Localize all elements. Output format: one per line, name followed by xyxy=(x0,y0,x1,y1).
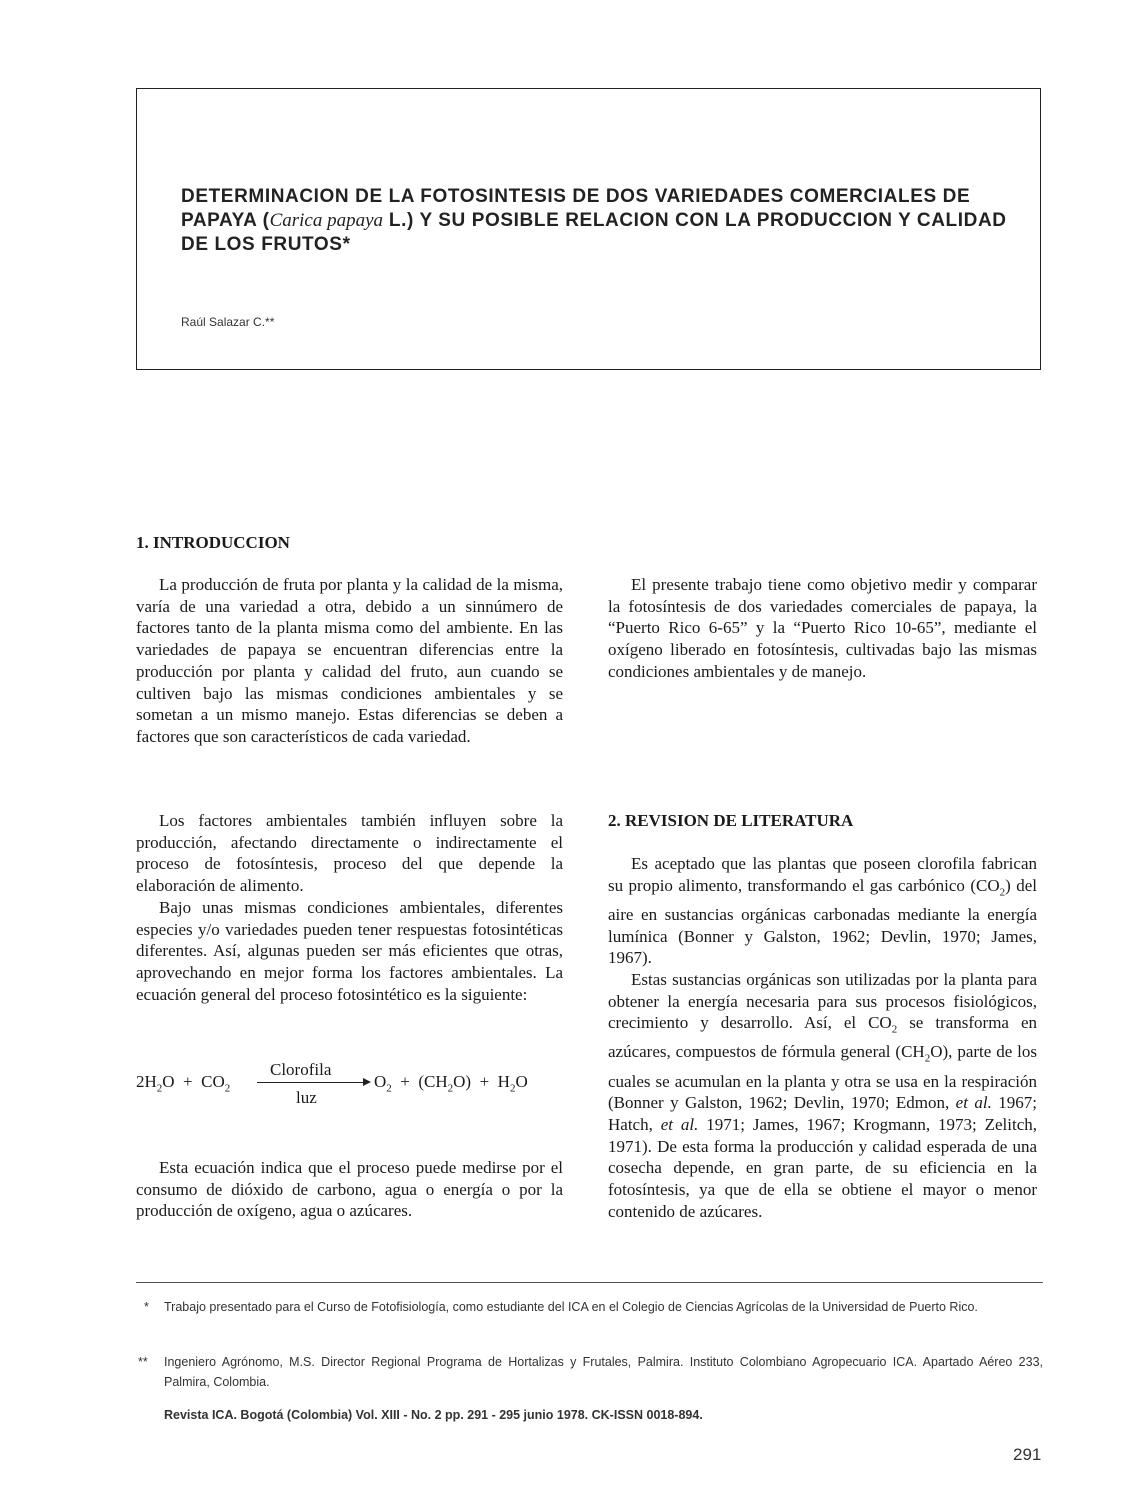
reaction-arrow-icon xyxy=(257,1082,367,1083)
equation-reactants xyxy=(136,1072,230,1094)
footnote-1 xyxy=(144,1297,1043,1317)
footnote-text: Ingeniero Agrónomo, M.S. Director Regional Programa de Hortalizas y Frutales, Palmira. Instituto Colombiano Agropecuario ICA. Apartado Aéreo 233, Palmira, Colombia. xyxy=(164,1355,1043,1389)
title-text: L.) Y SU POSIBLE RELACION CON LA PRODUCCION Y CALIDAD DE LOS FRUTOS* xyxy=(181,210,1007,255)
paragraph: Esta ecuación indica que el proceso puede medirse por el consumo de dióxido de carbono, agua o energía o por la producción de oxígeno, agua o azúcares. xyxy=(136,1158,563,1221)
species-name: Carica papaya xyxy=(269,210,384,231)
text: se transforma en azúcares, compuestos de fórmula general (CH xyxy=(608,1013,1037,1062)
footnote-divider xyxy=(136,1282,1043,1283)
paragraph: El presente trabajo tiene como objetivo medir y comparar la fotosíntesis de dos variedades comerciales de papaya, la “Puerto Rico 6-65” y la “Puerto Rico 10-65”, mediante el oxígeno liberado en fotosíntesis, cultivadas bajo las mismas condiciones ambientales y de manejo. xyxy=(608,575,1037,681)
footnote-mark: * xyxy=(144,1300,149,1314)
text: Estas sustancias orgánicas son utilizadas por la planta para obtener la energía necesaria para sus procesos fisiológicos, crecimiento y desarrollo. Así, el CO xyxy=(608,969,1037,1033)
section-heading-revision: 2. REVISION DE LITERATURA xyxy=(608,811,854,830)
author: Raúl Salazar C.** xyxy=(181,315,275,329)
section-heading-introduccion: 1. INTRODUCCION xyxy=(136,533,290,552)
paragraph: Bajo unas mismas condiciones ambientales, diferentes especies y/o variedades pueden tener respuestas fotosintéticas diferentes. Así, algunas pueden ser más eficientes que otras, aprovechando en mejor forma los factores ambientales. La ecuación general del proceso fotosintético es la siguiente: xyxy=(136,897,563,1004)
eq-sub: 2 xyxy=(156,1082,163,1095)
eq-energy: luz xyxy=(296,1088,317,1107)
intro-paragraph-4 xyxy=(136,1157,563,1222)
intro-paragraph-2-3 xyxy=(136,810,563,1005)
paragraph xyxy=(608,853,1037,969)
text: Es aceptado que las plantas que poseen clorofila fabrican su propio alimento, transformando el gas carbónico (CO xyxy=(608,854,1037,895)
eq-catalyst: Clorofila xyxy=(270,1060,332,1079)
eq-sub: 2 xyxy=(224,1082,231,1095)
text: 1971; James, 1967; Krogmann, 1973; Zelitch, 1971). De esta forma la producción y calidad esperada de una cosecha depende, en gran parte, de su eficiencia en la fotosíntesis, ya que de ella se obtiene el mayor o menor contenido de azúcares. xyxy=(608,1114,1037,1221)
journal-citation: Revista ICA. Bogotá (Colombia) Vol. XIII - No. 2 pp. 291 - 295 junio 1978. CK-ISSN 0018-894. xyxy=(164,1408,703,1422)
footnote-mark: ** xyxy=(138,1355,148,1369)
text: O), parte de los cuales se acumulan en la planta y otra se usa en la respiración (Bonner y Galston, 1962; Devlin, 1970; Edmon, xyxy=(608,1042,1037,1113)
eq-text: O xyxy=(515,1072,528,1091)
text: 1967; Hatch, xyxy=(608,1093,1037,1134)
footnote-2 xyxy=(138,1352,1043,1392)
paragraph xyxy=(608,969,1037,1223)
paper-title xyxy=(181,185,1031,257)
eq-sub: 2 xyxy=(447,1082,454,1095)
eq-text: 2H xyxy=(136,1072,157,1091)
sub: 2 xyxy=(999,886,1006,899)
sub: 2 xyxy=(891,1023,898,1036)
intro-paragraph-1 xyxy=(136,574,563,748)
eq-text: O) + H xyxy=(453,1072,510,1091)
eq-sub: 2 xyxy=(509,1082,516,1095)
page-number: 291 xyxy=(1013,1445,1042,1464)
eq-text: + (CH xyxy=(391,1072,448,1091)
text: et al. xyxy=(955,1093,992,1113)
eq-sub: 2 xyxy=(386,1082,392,1095)
text: ) del aire en sustancias orgánicas carbonadas mediante la energía lumínica (Bonner y Galston, 1962; Devlin, 1970; James, 1967). xyxy=(608,875,1037,968)
text: et al. xyxy=(660,1114,699,1134)
equation-products xyxy=(374,1072,528,1094)
eq-text: O + CO xyxy=(162,1072,225,1091)
literature-paragraphs xyxy=(608,853,1037,1222)
title-text: DETERMINACION DE LA FOTOSINTESIS DE DOS VARIEDADES COMERCIALES DE PAPAYA ( xyxy=(181,186,971,231)
intro-paragraph-5 xyxy=(608,574,1037,683)
paragraph: La producción de fruta por planta y la calidad de la misma, varía de una variedad a otra, debido a un sinnúmero de factores tanto de la planta misma como del ambiente. En las variedades de papaya se encuentran diferencias entre la producción por planta y calidad del fruto, aun cuando se cultiven bajo las mismas condiciones ambientales y se sometan a un mismo manejo. Estas diferencias se deben a factores que son característicos de cada variedad. xyxy=(136,575,563,746)
sub: 2 xyxy=(924,1052,931,1065)
eq-text: O xyxy=(374,1072,387,1091)
paragraph: Los factores ambientales también influyen sobre la producción, afectando directamente o indirectamente el proceso de fotosíntesis, proceso del que depende la elaboración de alimento. xyxy=(136,811,563,896)
footnote-text: Trabajo presentado para el Curso de Fotofisiología, como estudiante del ICA en el Colegio de Ciencias Agrícolas de la Universidad de Puerto Rico. xyxy=(164,1300,978,1314)
